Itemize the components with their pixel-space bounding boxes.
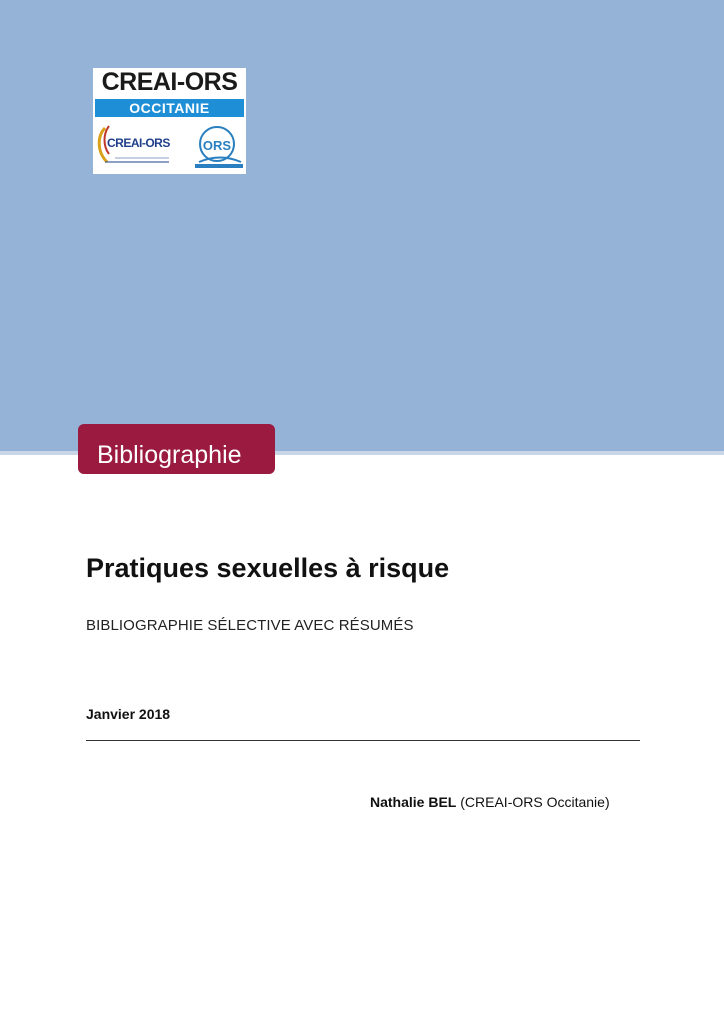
logo-right-mark: ORS — [202, 138, 232, 153]
document-date: Janvier 2018 — [86, 706, 171, 722]
ors-emblem-icon — [193, 124, 245, 170]
document-title: Pratiques sexuelles à risque — [86, 553, 450, 583]
author-line — [370, 792, 610, 812]
logo-left-mark: CREAI-ORS — [107, 136, 170, 150]
document-subtitle: BIBLIOGRAPHIE SÉLECTIVE AVEC RÉSUMÉS — [86, 617, 414, 634]
author-name: Nathalie BEL — [370, 794, 457, 810]
logo-region-bar: OCCITANIE — [95, 99, 244, 117]
creai-ors-logo — [93, 68, 246, 174]
creai-ors-emblem-icon — [95, 122, 175, 170]
logo-title: CREAI-ORS — [101, 68, 238, 96]
horizontal-divider — [86, 740, 640, 741]
section-tab-label: Bibliographie — [78, 424, 275, 474]
author-affiliation: (CREAI-ORS Occitanie) — [460, 794, 610, 810]
